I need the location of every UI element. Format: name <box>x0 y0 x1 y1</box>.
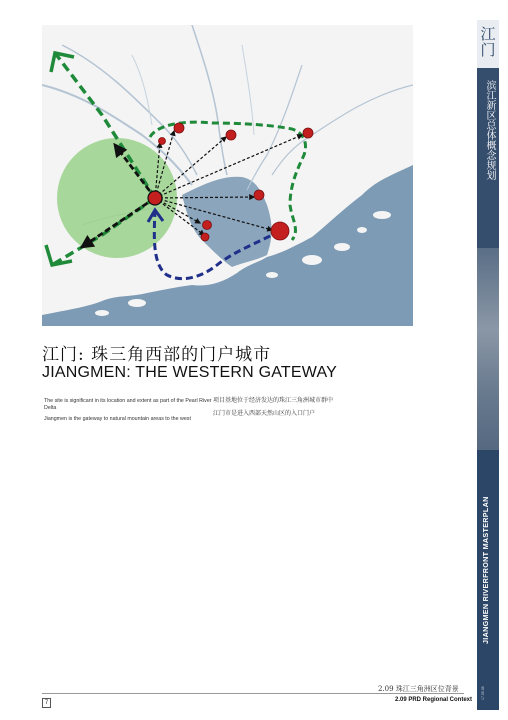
section-label-chinese: 2.09 珠江三角洲区位背景 <box>378 685 459 693</box>
page-number: 7 <box>42 698 51 708</box>
chinese-paragraph: 江门市是进入西部天然山区的入口门户 <box>213 410 316 417</box>
sidebar-header <box>477 20 499 68</box>
regional-map <box>42 25 413 326</box>
section-label-english: 2.09 PRD Regional Context <box>395 697 473 703</box>
english-paragraph: The site is significant in its location and extent as part of the Pearl River Delta <box>44 398 212 411</box>
sidebar-title-english: JIANGMEN RIVERFRONT MASTERPLAN <box>481 496 490 644</box>
sidebar-photo <box>477 248 499 480</box>
prd-map-graphic <box>42 25 413 326</box>
page-title-chinese: 江门: 珠三角西部的门户城市 <box>42 345 272 365</box>
sidebar-title-chinese: 滨江新区总体概念规划 <box>484 80 495 180</box>
english-text-column <box>44 398 214 427</box>
english-paragraph: Jiangmen is the gateway to natural mountain areas to the west <box>44 416 191 422</box>
chinese-paragraph: 项目基地位于经济发达的珠江三角洲城市群中 <box>213 397 334 404</box>
footer-divider <box>42 693 464 694</box>
sidebar <box>477 20 499 710</box>
page-title-english: JIANGMEN: THE WESTERN GATEWAY <box>42 364 338 381</box>
city-logo: 江门 <box>480 25 496 59</box>
chinese-text-column <box>213 397 363 423</box>
sidebar-date: 17.05.08 <box>481 686 485 700</box>
